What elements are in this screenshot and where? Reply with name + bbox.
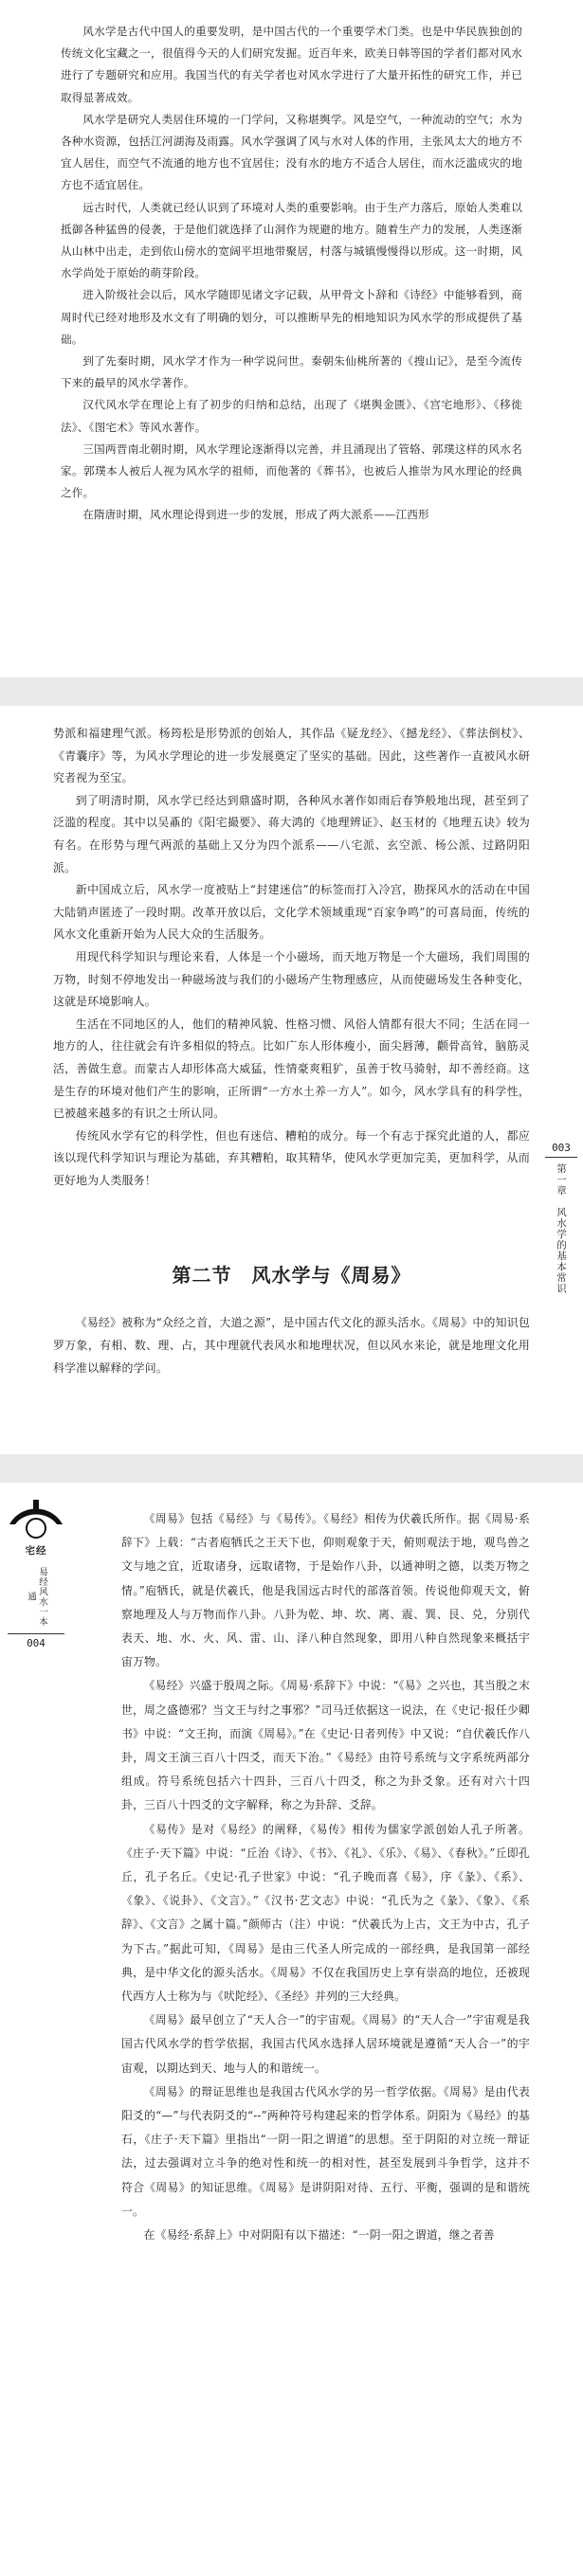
book-page-1: [0, 0, 583, 677]
paragraph: 到了先秦时期，风水学才作为一种学说问世。秦朝朱仙桃所著的《搜山记》，是至今流传下来的最早的风水学著作。: [61, 354, 522, 390]
paragraph: 《易传》是对《易经》的阐释，《易传》相传为儒家学派创始人孔子所著。《庄子·天下篇》中说：“丘治《诗》、《书》、《礼》、《乐》、《易》、《春秋》。”丘即孔丘，孔子名丘。《史记·孔子世家》中说：“孔子晚而喜《易》，序《彖》、《系》、《象》、《说卦》、《文言》。”《汉书·艺文志》中说：“孔氏为之《彖》、《象》、《系辞》、《文言》之属十篇。”颜师古（注）中说：“伏羲氏为上古，文王为中古，孔子为下古。”据此可知，《周易》是由三代圣人所完成的一部经典，是我国第一部经典，是中华文化的源头活水。《周易》不仅在我国历史上享有崇高的地位，还被现代西方人士称为与《吠陀经》、《圣经》并列的三大经典。: [121, 1822, 530, 2004]
paragraph: 势派和福建理气派。杨筠松是形势派的创始人，其作品《疑龙经》、《撼龙经》、《葬法倒杖》、《青囊序》等，为风水学理论的进一步发展奠定了坚实的基础。因此，这些著作一直被风水研究者视为至宝。: [53, 727, 530, 785]
paragraph: 传统风水学有它的科学性，但也有迷信、糟粕的成分。每一个有志于探究此道的人，都应该以现代科学知识与理论为基础，弃其糟粕，取其精华，使风水学更加完美，更加科学，从而更好地为人类服务！: [53, 1128, 530, 1187]
logo-title: 宅经: [25, 1545, 47, 1557]
running-head: 第一章 风水学的基本常识: [556, 1163, 567, 1294]
paragraph: 到了明清时期，风水学已经达到鼎盛时期，各种风水著作如雨后春笋般地出现，甚至到了泛滥的程度。其中以吴鼒的《阳宅撮要》、蒋大鸿的《地理辨证》、赵玉材的《地理五诀》较为有名。在形势与理气两派的基础上又分为四个派系——八宅派、玄空派、杨公派、过路阴阳派。: [53, 793, 530, 874]
book-page-3: [0, 1483, 583, 2576]
paragraph: 《易经》兴盛于殷周之际。《周易·系辞下》中说：“《易》之兴也，其当殷之末世，周之盛德邪？当文王与纣之事邪？”司马迁依据这一说法，在《史记·报任少卿书》中说：“文王拘，而演《周易》。”在《史记·日者列传》中又说：“自伏羲氏作八卦，周文王演三百八十四爻，而天下治。”《易经》由符号系统与文字系统两部分组成。符号系统包括六十四卦，三百八十四爻，称之为卦爻象。还有对六十四卦，三百八十四爻的文字解释，称之为卦辞、爻辞。: [121, 1679, 530, 1812]
paragraph: 用现代科学知识与理论来看，人体是一个小磁场，而天地万物是一个大磁场，我们周围的万物，时刻不停地发出一种磁场波与我们的小磁场产生物理感应，从而使磁场发生各种变化，这就是环境影响人。: [53, 949, 530, 1009]
paragraph: 新中国成立后，风水学一度被贴上“封建迷信”的标签而打入冷宫，勘探风水的活动在中国大陆销声匿迹了一段时期。改革开放以后，文化学术领域重现“百家争鸣”的可喜局面，传统的风水文化重新开始为人民大众的生活服务。: [53, 883, 530, 942]
paragraph: 三国两晋南北朝时期，风水学理论逐渐得以完善，并且涌现出了管辂、郭璞这样的风水名家。郭璞本人被后人视为风水学的祖师，而他著的《葬书》，也被后人推崇为风水理论的经典之作。: [61, 441, 522, 500]
paragraph: 在《易经·系辞上》中对阴阳有以下描述：“一阴一阳之谓道，继之者善: [143, 2228, 495, 2243]
paragraph: 进入阶级社会以后，风水学随即见诸文字记载，从甲骨文卜辞和《诗经》中能够看到，商周时代已经对地形及水文有了明确的划分，可以推断早先的相地知识为风水学的形成提供了基础。: [61, 288, 522, 346]
running-head: 易经风水一本通: [26, 1566, 47, 1627]
page-number: 003: [545, 1142, 577, 1158]
book-logo: [8, 1496, 64, 1540]
page-number: 004: [8, 1633, 64, 1649]
running-head-tab: [545, 1142, 577, 1294]
paragraph: 汉代风水学在理论上有了初步的归纳和总结，出现了《堪舆金匮》、《宫宅地形》、《移徙法》、《图宅术》等风水著作。: [61, 398, 522, 434]
paragraph: 《易经》被称为“众经之首，大道之源”，是中国古代文化的源头活水。《周易》中的知识包罗万象，有相、数、理、占，其中理就代表风水和地理状况，但以风水来论，就是地理文化用科学准以解释的学问。: [53, 1316, 530, 1375]
paragraph: 远古时代，人类就已经认识到了环境对人类的重要影响。由于生产力落后，原始人类难以抵御各种猛兽的侵袭，于是他们就选择了山洞作为规避的地方。随着生产力的发展，人类逐渐从山林中出走，走到依山傍水的宽阔平坦地带聚居，村落与城镇慢慢得以形成。这一时期，风水学尚处于原始的萌芽阶段。: [61, 200, 522, 280]
paragraph: 《周易》的辩证思维也是我国古代风水学的另一哲学依据。《周易》是由代表阳爻的“—”与代表阴爻的“--”两种符号构建起来的哲学体系。阴阳为《易经》的基石，《庄子·天下篇》里指出“一阴一阳之谓道”的思想。至于阴阳的对立统一辩证法，过去强调对立斗争的绝对性和统一的相对性，甚至发展到斗争哲学，这并不符合《周易》的知证思维。《周易》是讲阴阳对待、五行、平衡，强调的是和谐统一。: [121, 2084, 530, 2218]
paragraph: 《周易》包括《易经》与《易传》。《易经》相传为伏羲氏所作。据《周易·系辞下》上载：“古者庖牺氏之王天下也，仰则观象于天，俯则观法于地，观鸟兽之文与地之宜，近取诸身，远取诸物，于是始作八卦，以通神明之德，以类万物之情。”庖牺氏，就是伏羲氏，他是我国远古时代的部落首领。传说他仰观天文，俯察地理及人与万物而作八卦。八卦为乾、坤、坎、离、震、巽、艮、兑，分别代表天、地、水、火、风、雷、山、泽八种自然现象，即用八种自然现象来概括宇宙万物。: [121, 1512, 530, 1669]
roof-logo-icon: [8, 1496, 64, 1540]
running-head-column: [8, 1496, 64, 1649]
paragraph: 《周易》最早创立了“天人合一”的宇宙观。《周易》的“天人合一”宇宙观是我国古代风水学的哲学依据，我国古代风水选择人居环境就是遵循“天人合一”的宇宙观，以期达到天、地与人的和谐统一。: [121, 2013, 530, 2075]
section-title: 第二节 风水学与《周易》: [172, 1264, 411, 1288]
paragraph: 风水学是古代中国人的重要发明，是中国古代的一个重要学术门类。也是中华民族独创的传统文化宝藏之一，很值得今天的人们研究发掘。近百年来，欧美日韩等国的学者们都对风水进行了专题研究和应用。我国当代的有关学者也对风水学进行了大量开拓性的研究工作，并已取得显著成效。: [61, 25, 522, 104]
book-page-2: [0, 706, 583, 1454]
paragraph: 风水学是研究人类居住环境的一门学问，又称堪舆学。风是空气，一种流动的空气；水为各种水资源，包括江河湖海及雨露。风水学强调了风与水对人体的作用，主张风太大的地方不宜人居住，而空气不流通的地方也不宜居住；没有水的地方不适合人居住，而水泛滥成灾的地方也不适宜居住。: [61, 112, 522, 192]
paragraph: 生活在不同地区的人，他们的精神风貌、性格习惯、风俗人情都有很大不同；生活在同一地方的人，往往就会有许多相似的特点。比如广东人形体瘦小，面尖唇薄，颧骨高耸，脑筋灵活，善做生意。而蒙古人却形体高大威猛，性情豪爽粗犷，虽善于牧马骑射，却不善经商。这是生存的环境对他们产生的影响，正所谓“一方水土养一方人”。如今，风水学具有的科学性，已被越来越多的有识之士所认同。: [53, 1017, 530, 1121]
paragraph: 在隋唐时期，风水理论得到进一步的发展，形成了两大派系——江西形: [82, 508, 429, 522]
